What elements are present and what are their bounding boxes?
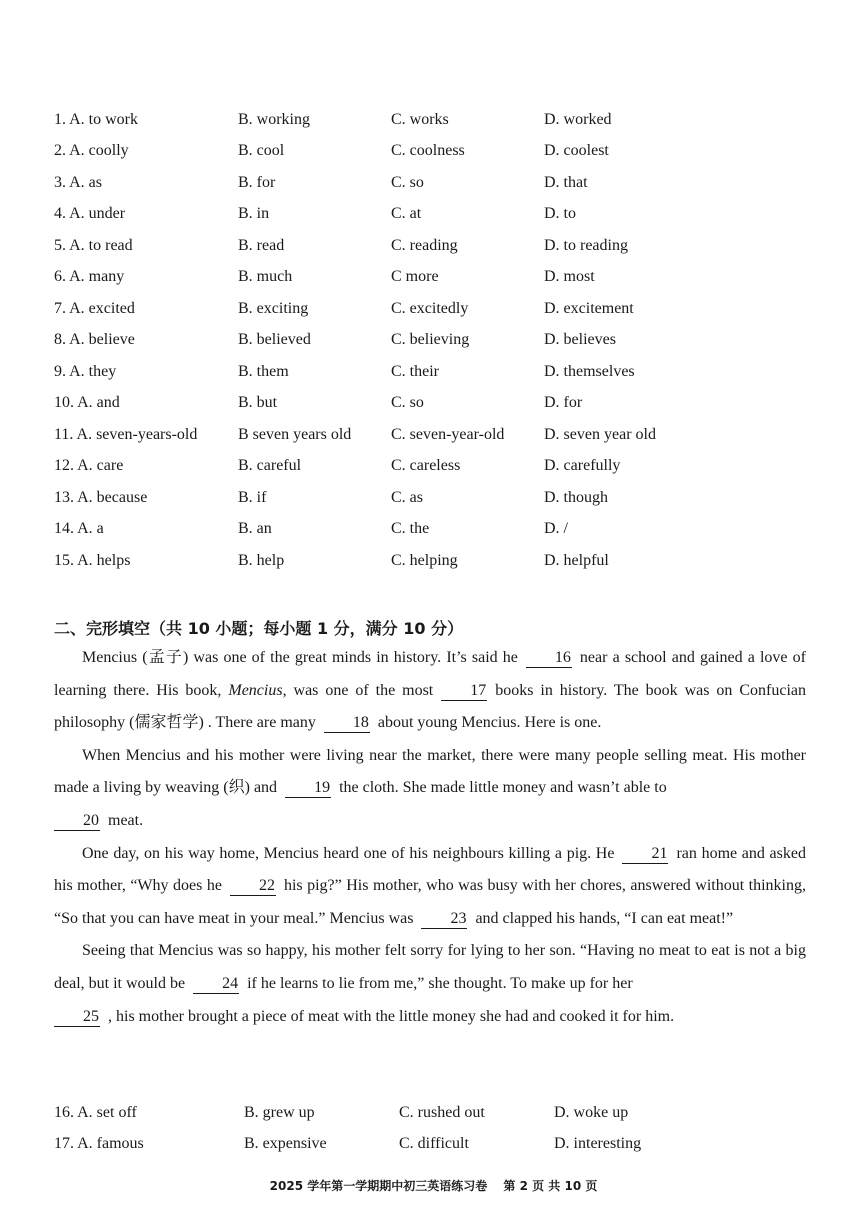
option-b: B. read bbox=[238, 236, 285, 254]
option-d: D. that bbox=[544, 173, 588, 191]
exam-title: 2025 学年第一学期期中初三英语练习卷 bbox=[269, 1179, 488, 1193]
option-c: C. believing bbox=[391, 331, 470, 349]
option-c: C. the bbox=[391, 520, 430, 538]
option-a: 8. A. believe bbox=[54, 331, 135, 349]
option-c: C. careless bbox=[391, 457, 461, 475]
blank-23: 23 bbox=[421, 910, 467, 929]
option-c: C. works bbox=[391, 110, 449, 128]
option-d: D. woke up bbox=[554, 1103, 629, 1121]
option-b: B. them bbox=[238, 362, 289, 380]
option-c: C. coolness bbox=[391, 142, 465, 160]
passage-text: and clapped his hands, “I can eat meat!” bbox=[475, 909, 734, 927]
option-d: D. interesting bbox=[554, 1135, 642, 1153]
option-b: B. expensive bbox=[244, 1135, 327, 1153]
option-c: C more bbox=[391, 268, 439, 286]
option-d: D. believes bbox=[544, 331, 616, 349]
option-a: 16. A. set off bbox=[54, 1103, 137, 1121]
question-row bbox=[54, 104, 814, 136]
question-row bbox=[54, 451, 814, 483]
option-a: 3. A. as bbox=[54, 173, 102, 191]
question-row bbox=[54, 356, 814, 388]
option-b: B. much bbox=[238, 268, 293, 286]
option-a: 2. A. coolly bbox=[54, 142, 129, 160]
question-row bbox=[54, 1129, 754, 1161]
option-d: D. / bbox=[544, 520, 568, 538]
option-b: B. an bbox=[238, 520, 272, 538]
option-b: B. grew up bbox=[244, 1103, 315, 1121]
option-a: 14. A. a bbox=[54, 520, 104, 538]
option-c: C. helping bbox=[391, 551, 458, 569]
section-heading: 二、完形填空（共 10 小题；每小题 1 分，满分 10 分） bbox=[54, 619, 464, 638]
option-a: 12. A. care bbox=[54, 457, 124, 475]
option-a: 7. A. excited bbox=[54, 299, 135, 317]
option-d: D. seven year old bbox=[544, 425, 656, 443]
option-c: C. as bbox=[391, 488, 423, 506]
passage-text: ran home and asked his mother, “Why does he bbox=[54, 844, 806, 895]
option-c: C. rushed out bbox=[399, 1103, 485, 1121]
option-d: D. carefully bbox=[544, 457, 621, 475]
page-footer bbox=[0, 1177, 867, 1194]
question-row bbox=[54, 293, 814, 325]
option-c: C. at bbox=[391, 205, 422, 223]
option-a: 4. A. under bbox=[54, 205, 126, 223]
question-row bbox=[54, 262, 814, 294]
option-d: D. to bbox=[544, 205, 576, 223]
passage-text: One day, on his way home, Mencius heard one of his neighbours killing a pig. He bbox=[82, 844, 615, 862]
question-row bbox=[54, 1097, 754, 1129]
option-b: B. working bbox=[238, 110, 310, 128]
option-a: 15. A. helps bbox=[54, 551, 131, 569]
option-c: C. reading bbox=[391, 236, 458, 254]
passage-text: Seeing that Mencius was so happy, his mother felt sorry for lying to her son. “Having no meat to eat is not a big deal, but it would be bbox=[54, 942, 806, 992]
options-table-1-15 bbox=[54, 104, 814, 577]
passage-paragraph bbox=[54, 740, 806, 838]
option-b: B. but bbox=[238, 394, 278, 412]
option-c: C. their bbox=[391, 362, 439, 380]
question-row bbox=[54, 199, 814, 231]
option-d: D. themselves bbox=[544, 362, 635, 380]
blank-21: 21 bbox=[622, 845, 668, 864]
option-b: B. help bbox=[238, 551, 285, 569]
option-a: 17. A. famous bbox=[54, 1135, 144, 1153]
option-b: B. for bbox=[238, 173, 276, 191]
blank-22: 22 bbox=[230, 877, 276, 896]
page-number: 第 2 页 共 10 页 bbox=[503, 1179, 598, 1193]
question-row bbox=[54, 230, 814, 262]
option-c: C. seven-year-old bbox=[391, 425, 505, 443]
passage-text: , his mother brought a piece of meat with the little money she had and cooked it for him. bbox=[108, 1007, 675, 1025]
blank-25: 25 bbox=[54, 1008, 100, 1027]
passage-paragraph bbox=[54, 935, 806, 1033]
blank-20: 20 bbox=[54, 812, 100, 831]
passage-paragraph bbox=[54, 838, 806, 936]
option-c: C. excitedly bbox=[391, 299, 469, 317]
passage-text: about young Mencius. Here is one. bbox=[377, 714, 602, 732]
passage-text: , was one of the most bbox=[282, 681, 434, 699]
book-title: Mencius bbox=[228, 681, 283, 699]
passage-paragraph bbox=[54, 642, 806, 740]
option-d: D. excitement bbox=[544, 299, 634, 317]
option-b: B seven years old bbox=[238, 425, 352, 443]
option-d: D. most bbox=[544, 268, 595, 286]
passage-text: near a school and gained a love of learning there. His book, bbox=[54, 649, 806, 699]
passage-text: if he learns to lie from me,” she thought. To make up for her bbox=[247, 974, 633, 992]
blank-17: 17 bbox=[441, 682, 487, 701]
option-a: 13. A. because bbox=[54, 488, 148, 506]
option-d: D. though bbox=[544, 488, 608, 506]
option-d: D. for bbox=[544, 394, 583, 412]
option-a: 10. A. and bbox=[54, 394, 120, 412]
option-b: B. in bbox=[238, 205, 270, 223]
passage-text: his pig?” His mother, who was busy with her chores, answered without thinking, “So that you can have meat in your meal.” Mencius was bbox=[54, 877, 806, 927]
option-d: D. to reading bbox=[544, 236, 628, 254]
option-a: 9. A. they bbox=[54, 362, 117, 380]
question-row bbox=[54, 167, 814, 199]
options-table-16-17 bbox=[54, 1097, 754, 1160]
option-d: D. worked bbox=[544, 110, 612, 128]
option-b: B. exciting bbox=[238, 299, 309, 317]
cloze-passage bbox=[54, 642, 806, 1033]
passage-text: When Mencius and his mother were living near the market, there were many people selling meat. His mother made a living by weaving (织) and bbox=[54, 746, 806, 797]
question-row bbox=[54, 482, 814, 514]
option-d: D. coolest bbox=[544, 142, 609, 160]
question-row bbox=[54, 136, 814, 168]
option-a: 1. A. to work bbox=[54, 110, 138, 128]
option-c: C. so bbox=[391, 173, 424, 191]
option-b: B. careful bbox=[238, 457, 302, 475]
question-row bbox=[54, 545, 814, 577]
option-b: B. believed bbox=[238, 331, 311, 349]
blank-19: 19 bbox=[285, 779, 331, 798]
option-a: 11. A. seven-years-old bbox=[54, 425, 198, 443]
blank-24: 24 bbox=[193, 975, 239, 994]
question-row bbox=[54, 419, 814, 451]
option-a: 5. A. to read bbox=[54, 236, 133, 254]
blank-18: 18 bbox=[324, 714, 370, 733]
passage-text: Mencius (孟子) was one of the great minds in history. It’s said he bbox=[82, 649, 518, 666]
option-b: B. cool bbox=[238, 142, 285, 160]
option-c: C. difficult bbox=[399, 1135, 469, 1153]
passage-text: books in history. The book was on Confucian philosophy (儒家哲学) . There are many bbox=[54, 681, 807, 732]
option-b: B. if bbox=[238, 488, 267, 506]
question-row bbox=[54, 388, 814, 420]
option-a: 6. A. many bbox=[54, 268, 125, 286]
question-row bbox=[54, 325, 814, 357]
blank-16: 16 bbox=[526, 649, 572, 668]
passage-text: meat. bbox=[108, 811, 144, 829]
question-row bbox=[54, 514, 814, 546]
option-d: D. helpful bbox=[544, 551, 609, 569]
passage-text: the cloth. She made little money and wasn’t able to bbox=[339, 779, 667, 797]
option-c: C. so bbox=[391, 394, 424, 412]
